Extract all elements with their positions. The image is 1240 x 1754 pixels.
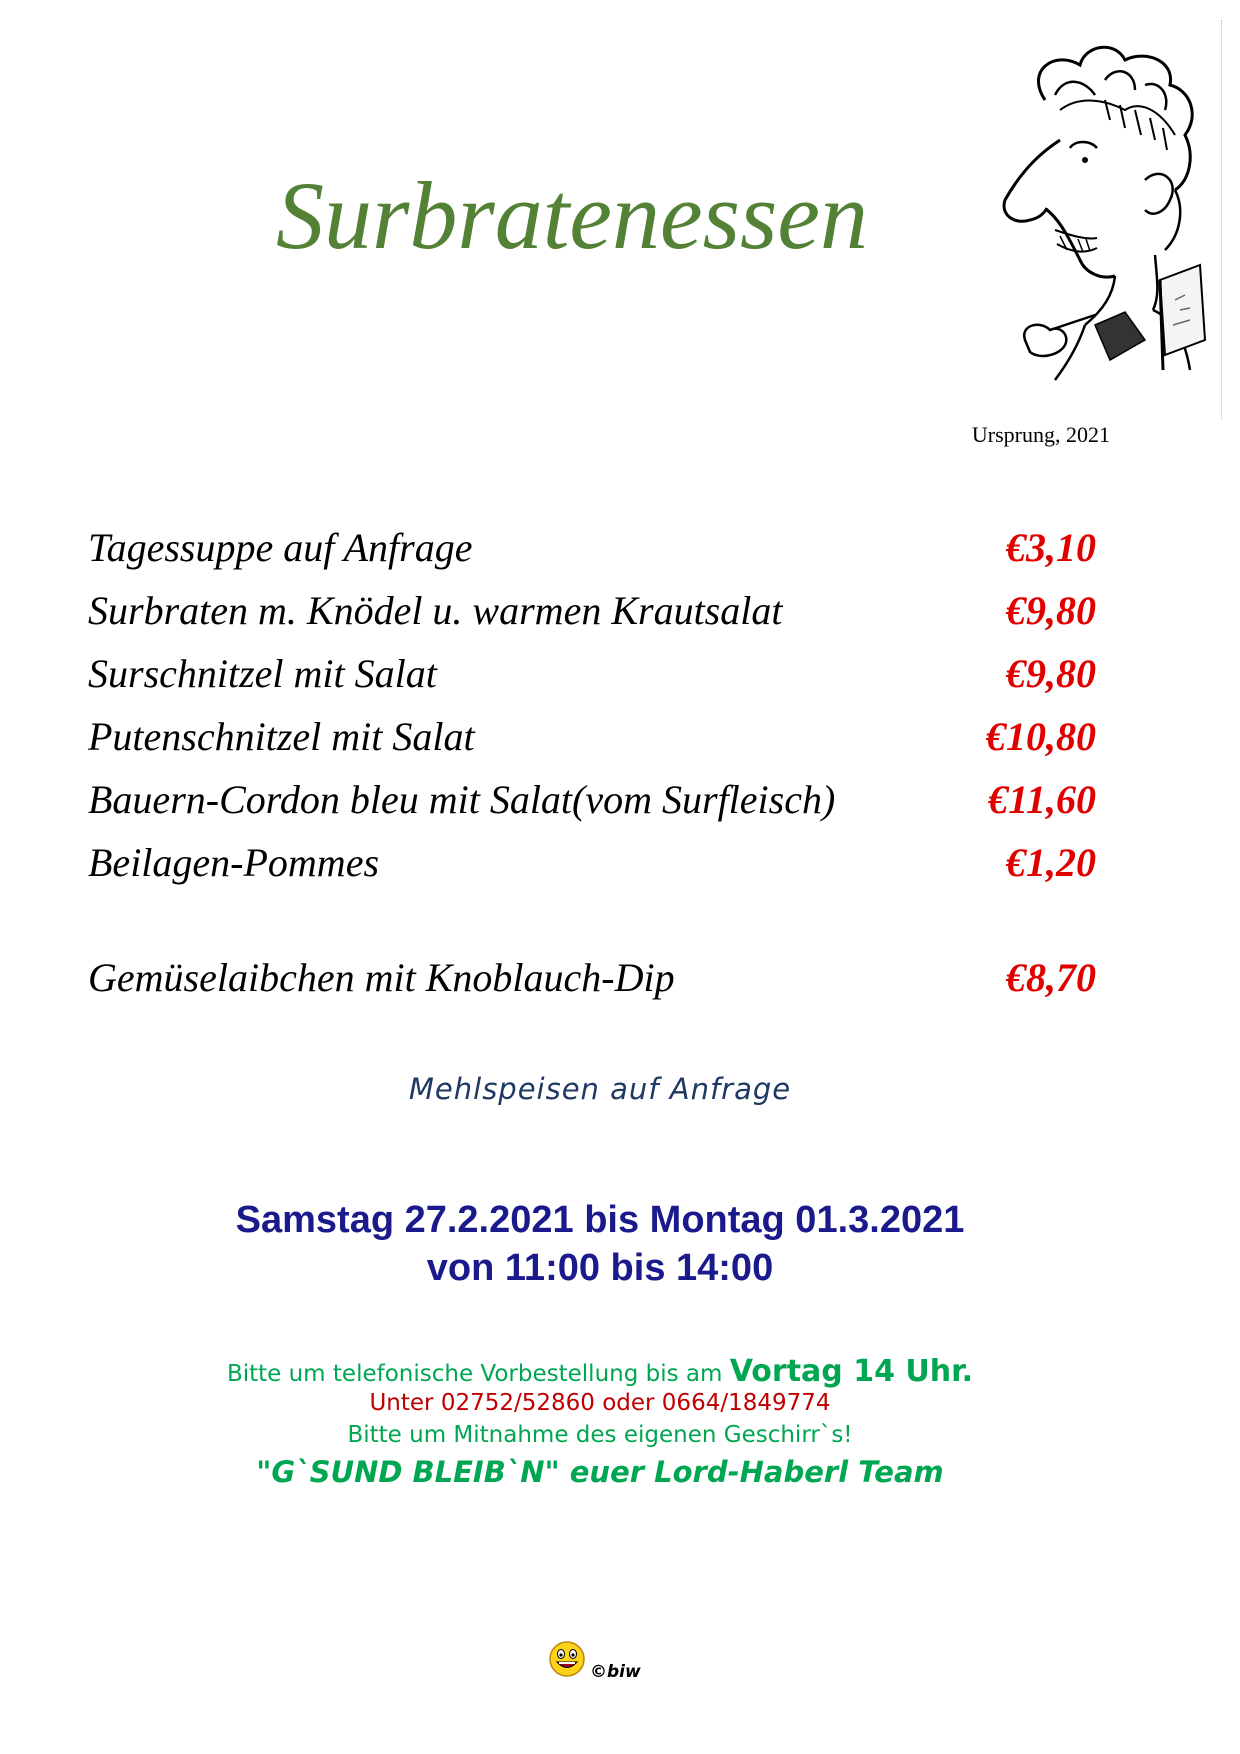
menu-item-name: Bauern-Cordon bleu mit Salat(vom Surfleisch) [88, 777, 836, 822]
menu-item-price: €11,60 [988, 777, 1096, 822]
preorder-text: Bitte um telefonische Vorbestellung bis am [226, 1361, 730, 1387]
copyright-mark: ©biw [590, 1662, 641, 1682]
preorder-info [0, 1354, 1200, 1389]
menu-item-name: Tagessuppe auf Anfrage [88, 525, 473, 570]
menu-item [88, 950, 1096, 1006]
menu-item-price: €3,10 [1006, 525, 1096, 570]
menu-item-price: €10,80 [986, 714, 1096, 759]
dishes-note: Bitte um Mitnahme des eigenen Geschirr`s! [347, 1422, 853, 1448]
preorder-deadline: Vortag 14 Uhr. [729, 1354, 974, 1389]
menu-item [88, 772, 1096, 828]
menu-item-price: €1,20 [1006, 840, 1096, 885]
page-title: Surbratenessen [276, 162, 868, 269]
menu-item [88, 520, 1096, 576]
desserts-note: Mehlspeisen auf Anfrage [408, 1072, 792, 1106]
place-date: Ursprung, 2021 [971, 422, 1110, 447]
menu-item-name: Surbraten m. Knödel u. warmen Krautsalat [88, 588, 783, 633]
menu-item [88, 709, 1096, 765]
menu-item [88, 646, 1096, 702]
menu-item [88, 583, 1096, 639]
caricature-illustration [985, 40, 1215, 390]
footer [548, 1640, 668, 1684]
page-edge-mark [1221, 20, 1228, 420]
menu-item-name: Gemüselaibchen mit Knoblauch-Dip [88, 955, 675, 1000]
menu-item-name: Surschnitzel mit Salat [88, 651, 437, 696]
signoff: "G`SUND BLEIB`N" euer Lord-Haberl Team [256, 1455, 944, 1489]
menu-item [88, 835, 1096, 891]
menu-item-price: €8,70 [1006, 955, 1096, 1000]
menu-item-price: €9,80 [1006, 588, 1096, 633]
date-range: Samstag 27.2.2021 bis Montag 01.3.2021 [235, 1199, 965, 1241]
menu-item-name: Putenschnitzel mit Salat [88, 714, 475, 759]
menu-item-name: Beilagen-Pommes [88, 840, 380, 885]
menu-item-price: €9,80 [1006, 651, 1096, 696]
time-range: von 11:00 bis 14:00 [426, 1247, 774, 1289]
phone-numbers: Unter 02752/52860 oder 0664/1849774 [369, 1390, 831, 1416]
smiley-icon [548, 1640, 586, 1678]
dates-block [0, 1196, 1200, 1292]
